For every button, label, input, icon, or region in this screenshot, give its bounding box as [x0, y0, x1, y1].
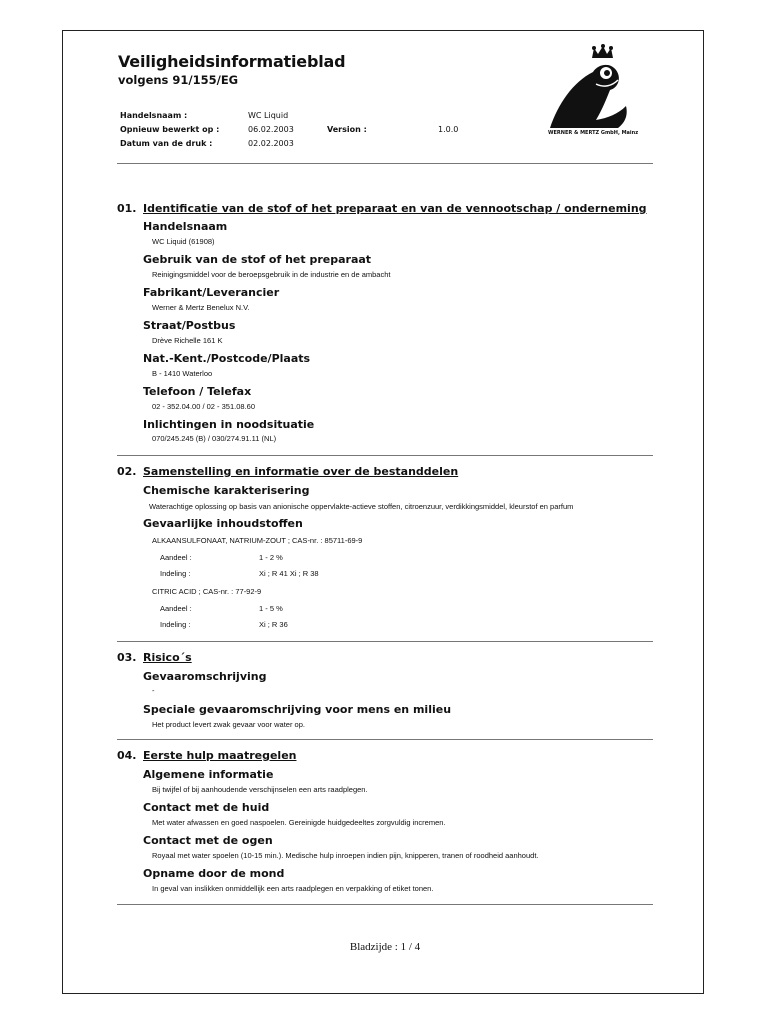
s4-text-huid: Met water afwassen en goed naspoelen. Gereinigde huidgedeeltes zorgvuldig incremen.: [152, 818, 446, 827]
meta-label-handelsnaam: Handelsnaam :: [120, 111, 188, 120]
s1-heading-straat: Straat/Postbus: [143, 319, 236, 332]
s1-text-plaats: B - 1410 Waterloo: [152, 369, 213, 378]
s1-text-gebruik: Reinigingsmiddel voor de beroepsgebruik in de industrie en de ambacht: [152, 270, 391, 279]
s1-text-fabrikant: Werner & Mertz Benelux N.V.: [152, 303, 250, 312]
meta-label-bewerkt: Opnieuw bewerkt op :: [120, 125, 220, 134]
s4-heading-algemene: Algemene informatie: [143, 768, 274, 781]
s4-text-ogen: Royaal met water spoelen (10-15 min.). Medische hulp inroepen indien pijn, knipperen, tranen of roodheid aanhoudt.: [152, 851, 539, 860]
divider-section-04: [117, 904, 653, 905]
meta-value-handelsnaam: WC Liquid: [248, 111, 289, 120]
logo-caption: WERNER & MERTZ GmbH, Mainz: [548, 130, 639, 136]
s1-heading-fabrikant: Fabrikant/Leverancier: [143, 286, 280, 299]
s2-heading-gevaarlijke: Gevaarlijke inhoudstoffen: [143, 517, 303, 530]
s3-text-speciale: Het product levert zwak gevaar voor water op.: [152, 720, 305, 729]
s2-substance-1-indeling-label: Indeling :: [160, 569, 191, 578]
s2-substance-2-name: CITRIC ACID ; CAS-nr. : 77-92-9: [152, 587, 262, 596]
divider-section-02: [117, 641, 653, 642]
s2-substance-2-indeling-value: Xi ; R 36: [259, 620, 288, 629]
s2-substance-2-indeling-label: Indeling :: [160, 620, 191, 629]
s3-heading-gevaaromschrijving: Gevaaromschrijving: [143, 670, 267, 683]
s2-substance-2-aandeel-value: 1 - 5 %: [259, 604, 283, 613]
section-01-title: Identificatie van de stof of het preparaat en van de vennootschap / onderneming: [143, 202, 647, 215]
section-03-title: Risico´s: [143, 651, 192, 664]
s4-text-algemene: Bij twijfel of bij aanhoudende verschijnselen een arts raadplegen.: [152, 785, 368, 794]
s1-heading-telefoon: Telefoon / Telefax: [143, 385, 252, 398]
s1-text-noodsituatie: 070/245.245 (B) / 030/274.91.11 (NL): [152, 434, 277, 443]
s2-substance-1-indeling-value: Xi ; R 41 Xi ; R 38: [259, 569, 319, 578]
s2-text-chemische: Waterachtige oplossing op basis van anionische oppervlakte-actieve stoffen, citroenzuur, verdikkingsmiddel, kleurstof en parfum: [149, 502, 574, 511]
s2-substance-2-aandeel-label: Aandeel :: [160, 604, 192, 613]
s3-heading-speciale: Speciale gevaaromschrijving voor mens en milieu: [143, 703, 452, 716]
frog-prince-logo-icon: [548, 44, 644, 130]
document-subtitle: volgens 91/155/EG: [118, 73, 239, 87]
section-04-number: 04.: [117, 749, 137, 762]
meta-label-druk: Datum van de druk :: [120, 139, 213, 148]
divider-section-01: [117, 455, 653, 456]
s2-substance-1-name: ALKAANSULFONAAT, NATRIUM-ZOUT ; CAS-nr. : 85711-69-9: [152, 536, 363, 545]
s1-text-telefoon: 02 - 352.04.00 / 02 - 351.08.60: [152, 402, 255, 411]
section-02-number: 02.: [117, 465, 137, 478]
divider-section-03: [117, 739, 653, 740]
document-title: Veiligheidsinformatieblad: [118, 52, 346, 71]
s1-heading-plaats: Nat.-Kent./Postcode/Plaats: [143, 352, 311, 365]
version-label: Version :: [327, 125, 367, 134]
version-value: 1.0.0: [438, 125, 459, 134]
s1-heading-handelsnaam: Handelsnaam: [143, 220, 228, 233]
s1-heading-noodsituatie: Inlichtingen in noodsituatie: [143, 418, 315, 431]
s2-heading-chemische: Chemische karakterisering: [143, 484, 310, 497]
s2-substance-1-aandeel-value: 1 - 2 %: [259, 553, 283, 562]
section-02-title: Samenstelling en informatie over de bestanddelen: [143, 465, 459, 478]
meta-value-bewerkt: 06.02.2003: [248, 125, 294, 134]
section-01-number: 01.: [117, 202, 137, 215]
section-03-number: 03.: [117, 651, 137, 664]
s4-heading-mond: Opname door de mond: [143, 867, 285, 880]
divider-header: [117, 163, 653, 164]
s2-substance-1-aandeel-label: Aandeel :: [160, 553, 192, 562]
page-number: Bladzijde : 1 / 4: [349, 941, 421, 953]
s4-text-mond: In geval van inslikken onmiddellijk een arts raadplegen en verpakking of etiket tonen.: [152, 884, 434, 893]
s4-heading-huid: Contact met de huid: [143, 801, 270, 814]
page-frame: [62, 30, 704, 994]
section-04-title: Eerste hulp maatregelen: [143, 749, 297, 762]
s3-text-gevaaromschrijving: -: [152, 686, 155, 695]
s1-text-handelsnaam: WC Liquid (61908): [152, 237, 215, 246]
s1-heading-gebruik: Gebruik van de stof of het preparaat: [143, 253, 372, 266]
s4-heading-ogen: Contact met de ogen: [143, 834, 273, 847]
s1-text-straat: Drève Richelle 161 K: [152, 336, 223, 345]
meta-value-druk: 02.02.2003: [248, 139, 294, 148]
